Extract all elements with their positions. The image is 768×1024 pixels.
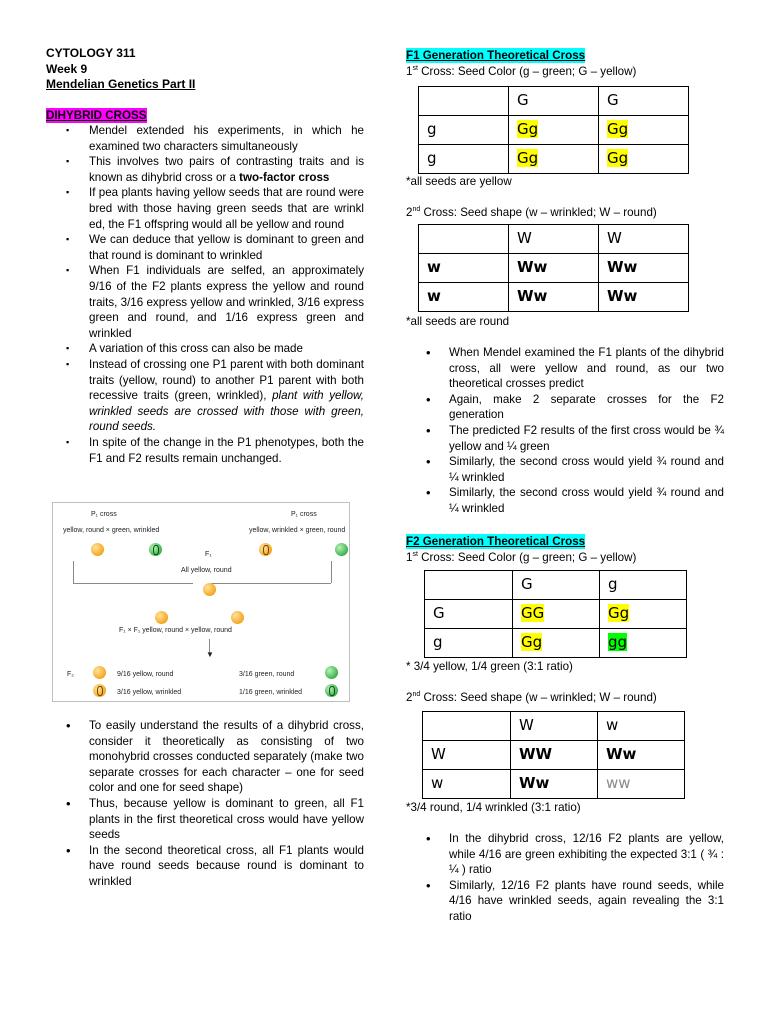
f2-label: F₂: [67, 671, 74, 678]
punnett-cell: w: [419, 283, 509, 312]
punnett-cell: Ww: [599, 254, 689, 283]
punnett-cell: g: [419, 116, 509, 145]
punnett-cell: W: [511, 712, 598, 741]
green-round-pea-icon: [325, 666, 338, 679]
punnett-cell: Ww: [509, 283, 599, 312]
punnett-cell: [425, 571, 513, 600]
f2-ratio-4: 1/16 green, wrinkled: [239, 689, 303, 696]
yellow-round-pea-icon: [93, 666, 106, 679]
punnett-cell: g: [419, 145, 509, 174]
punnett-cell: [419, 225, 509, 254]
yellow-round-pea-icon: [91, 543, 104, 556]
yellow-wrinkled-pea-icon: [93, 684, 106, 697]
list-item: • Similarly, 12/16 F2 plants have round seeds, while 4/16 have wrinkled seeds, again revealing the 3:1 ratio: [406, 878, 724, 925]
punnett-cell: Ww: [511, 770, 598, 799]
f2-ratio-3: 3/16 yellow, wrinkled: [117, 689, 182, 696]
list-item: ▪ Mendel extended his experiments, in which he examined two characters simultaneously: [46, 123, 364, 154]
punnett-cell: [419, 87, 509, 116]
f1-punnett-seed-shape: [418, 224, 689, 312]
list-item: • Again, make 2 separate crosses for the F2 generation: [406, 392, 724, 423]
list-item: • To easily understand the results of a dihybrid cross, consider it theoretically as consisting of two monohybrid crosses conducted separately (make two separate crosses for each character – one for seed color and one for seed shape): [46, 718, 364, 796]
f1-t2-note: *all seeds are round: [406, 315, 510, 328]
punnett-cell: Gg: [509, 145, 599, 174]
punnett-cell: Ww: [598, 741, 685, 770]
list-item: ▪ A variation of this cross can also be made: [46, 341, 364, 357]
punnett-cell: ww: [598, 770, 685, 799]
theoretical-bullet-list: [46, 718, 364, 890]
list-item: ▪ In spite of the change in the P1 phenotypes, both the F1 and F2 results remain unchanged.: [46, 435, 364, 466]
f2-cross1-label: 1st Cross: Seed Color (g – green; G – yellow): [406, 551, 637, 564]
topic-title: Mendelian Genetics Part II: [46, 77, 196, 91]
f2-ratio-2: 3/16 green, round: [239, 671, 295, 678]
green-wrinkled-pea-icon: [325, 684, 338, 697]
section-title: DIHYBRID CROSS: [46, 108, 147, 122]
f2-t1-note: * 3/4 yellow, 1/4 green (3:1 ratio): [406, 660, 573, 673]
f2-t2-note: *3/4 round, 1/4 wrinkled (3:1 ratio): [406, 801, 581, 814]
list-item: • The predicted F2 results of the first cross would be ¾ yellow and ¼ green: [406, 423, 724, 454]
list-item: • Thus, because yellow is dominant to green, all F1 plants in the first theoretical cross would have yellow seeds: [46, 796, 364, 843]
p1-right-label: P₁ cross: [291, 511, 317, 518]
green-round-pea-icon: [335, 543, 348, 556]
f1-parent-pea-icon: [155, 611, 168, 624]
list-item: ▪ This involves two pairs of contrasting traits and is known as dihybrid cross or a two-factor cross: [46, 154, 364, 185]
punnett-cell: w: [598, 712, 685, 741]
punnett-cell: W: [599, 225, 689, 254]
connector-line: [73, 583, 193, 584]
punnett-cell: WW: [511, 741, 598, 770]
punnett-cell: [423, 712, 511, 741]
week-label: Week 9: [46, 61, 88, 76]
f1-punnett-seed-color: [418, 86, 689, 174]
punnett-cell: Gg: [599, 116, 689, 145]
f1-result: All yellow, round: [181, 567, 232, 574]
f2-punnett-seed-shape: [422, 711, 685, 799]
f1-parent-pea-icon: [231, 611, 244, 624]
f1-section-title: F1 Generation Theoretical Cross: [406, 49, 586, 62]
f1-t1-note: *all seeds are yellow: [406, 175, 512, 188]
yellow-wrinkled-pea-icon: [259, 543, 272, 556]
list-item: ▪ We can deduce that yellow is dominant to green and that round is dominant to wrinkled: [46, 232, 364, 263]
punnett-cell: W: [423, 741, 511, 770]
list-item: ▪ Instead of crossing one P1 parent with both dominant traits (yellow, round) to another P1 parent with both recessive traits (green, wrinkled), plant with yellow, wrinkled seeds are crossed with those with green, round seeds.: [46, 357, 364, 435]
punnett-cell: G: [599, 87, 689, 116]
punnett-cell: w: [423, 770, 511, 799]
p1-right-cross: yellow, wrinkled × green, round: [249, 527, 346, 534]
f1-self-cross: F₁ × F₁ yellow, round × yellow, round: [119, 627, 232, 634]
punnett-cell: g: [425, 629, 513, 658]
f1-cross1-label: 1st Cross: Seed Color (g – green; G – yellow): [406, 65, 637, 78]
list-item: ▪ If pea plants having yellow seeds that are round were bred with those having green seeds that are wrinkl ed, the F1 offspring would all be yellow and round: [46, 185, 364, 232]
punnett-cell: Gg: [599, 145, 689, 174]
punnett-cell: Gg: [509, 116, 599, 145]
f2-bullet-list: [406, 831, 724, 925]
punnett-cell: GG: [513, 600, 600, 629]
f1-cross2-label: 2nd Cross: Seed shape (w – wrinkled; W – round): [406, 206, 657, 219]
list-item: • In the second theoretical cross, all F1 plants would have round seeds because round is dominant to wrinkled: [46, 843, 364, 890]
punnett-cell: g: [600, 571, 687, 600]
f2-ratio-1: 9/16 yellow, round: [117, 671, 174, 678]
connector-line: [331, 561, 332, 583]
punnett-cell: gg: [600, 629, 687, 658]
punnett-cell: Gg: [600, 600, 687, 629]
punnett-cell: Ww: [599, 283, 689, 312]
dihybrid-cross-figure: [52, 502, 350, 702]
f1-pea-icon: [203, 583, 216, 596]
course-code: CYTOLOGY 311: [46, 46, 136, 60]
punnett-cell: G: [513, 571, 600, 600]
f2-section-title: F2 Generation Theoretical Cross: [406, 535, 586, 548]
list-item: • When Mendel examined the F1 plants of the dihybrid cross, all were yellow and round, as our two theoretical crosses predict: [406, 345, 724, 392]
punnett-cell: G: [425, 600, 513, 629]
list-item: • In the dihybrid cross, 12/16 F2 plants are yellow, while 4/16 are green exhibiting the expected 3:1 ( ¾ : ¼ ) ratio: [406, 831, 724, 878]
punnett-cell: Ww: [509, 254, 599, 283]
f1-bullet-list: [406, 345, 724, 517]
green-wrinkled-pea-icon: [149, 543, 162, 556]
list-item: • Similarly, the second cross would yield ¾ round and ¼ wrinkled: [406, 454, 724, 485]
arrow-down-icon: ▼: [206, 650, 214, 659]
dihybrid-bullet-list: [46, 123, 364, 466]
f2-cross2-label: 2nd Cross: Seed shape (w – wrinkled; W – round): [406, 691, 657, 704]
f2-punnett-seed-color: [424, 570, 687, 658]
connector-line: [73, 561, 74, 583]
punnett-cell: W: [509, 225, 599, 254]
punnett-cell: Gg: [513, 629, 600, 658]
punnett-cell: G: [509, 87, 599, 116]
p1-left-cross: yellow, round × green, wrinkled: [63, 527, 160, 534]
connector-line: [211, 583, 331, 584]
f1-label: F₁: [205, 551, 212, 558]
p1-left-label: P₁ cross: [91, 511, 117, 518]
list-item: • Similarly, the second cross would yield ¾ round and ¼ wrinkled: [406, 485, 724, 516]
punnett-cell: w: [419, 254, 509, 283]
list-item: ▪ When F1 individuals are selfed, an approximately 9/16 of the F2 plants express the yellow and round traits, 3/16 express yellow and wrinkled, 3/16 express green and round, and 1/16 express green and wrinkled: [46, 263, 364, 341]
